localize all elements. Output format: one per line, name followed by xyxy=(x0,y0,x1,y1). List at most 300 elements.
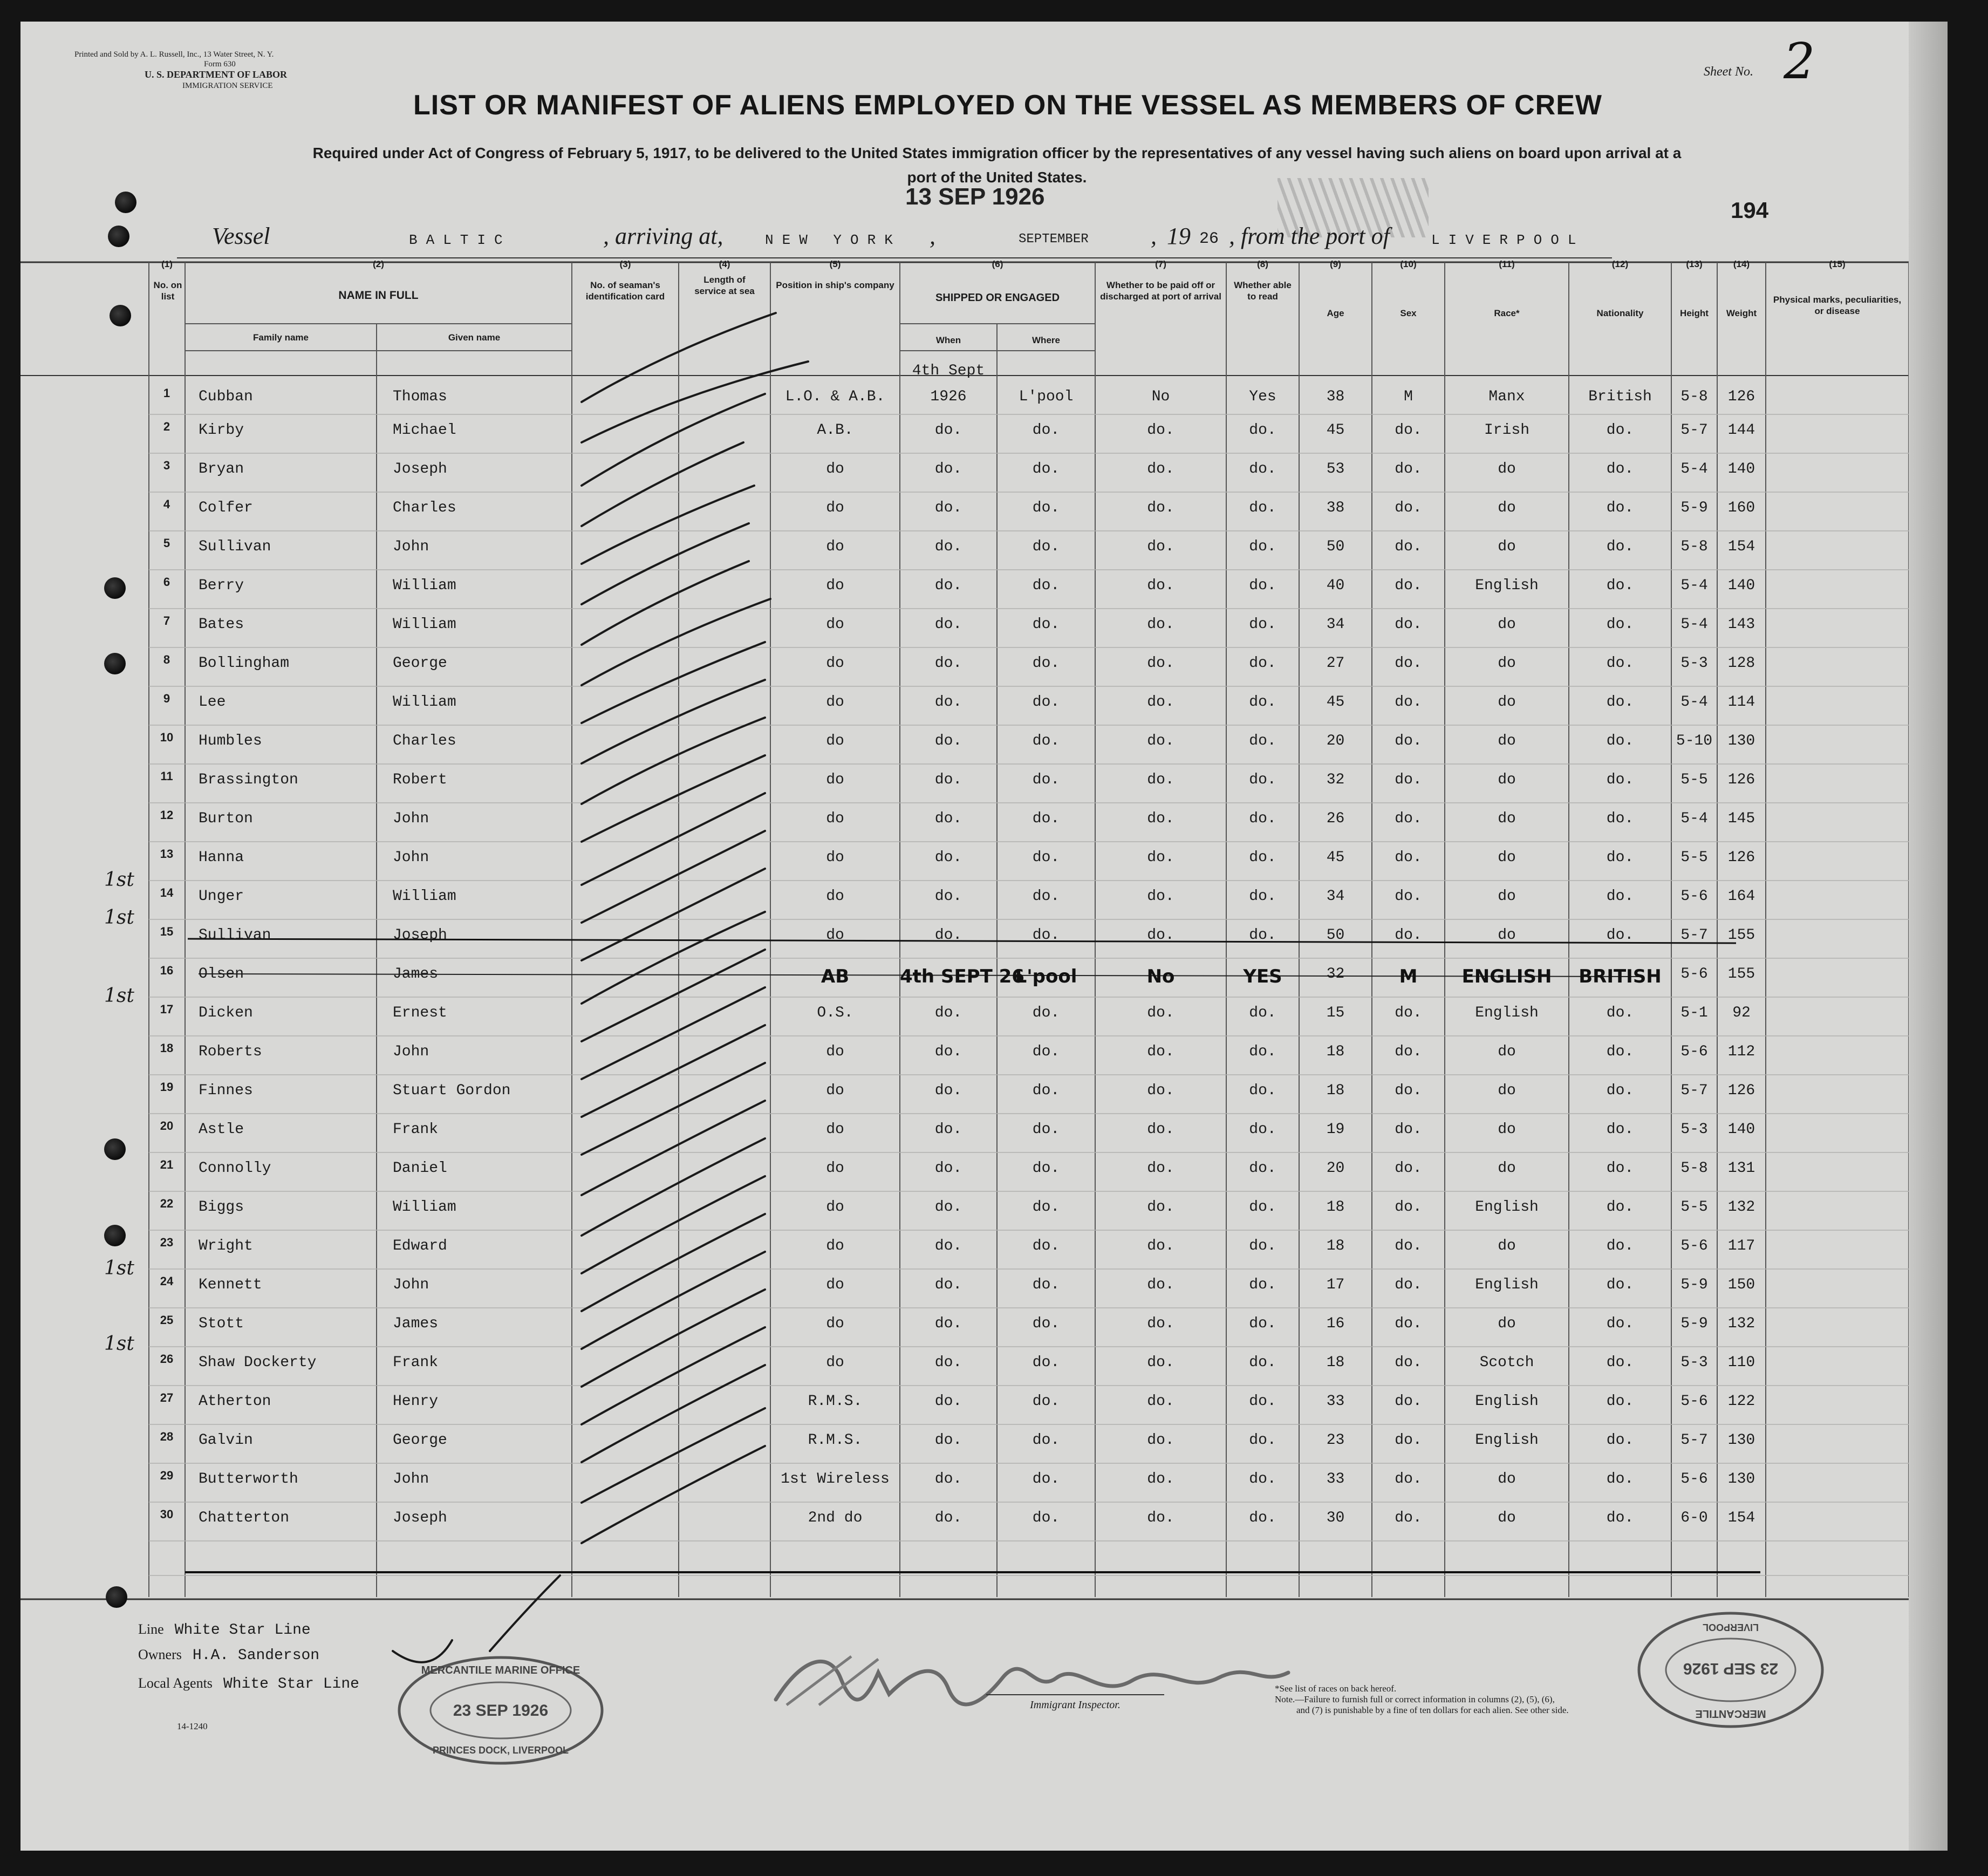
row-weight-cell: 128 xyxy=(1727,655,1755,672)
row-age-cell: 27 xyxy=(1326,655,1345,672)
row-number: 25 xyxy=(160,1313,174,1327)
row-nat-cell: do. xyxy=(1606,1160,1634,1177)
row-height-cell: 5-4 xyxy=(1680,577,1708,594)
row-paid-cell: do. xyxy=(1147,1315,1174,1332)
row-where-cell: do. xyxy=(1032,538,1060,555)
row-family-cell: Olsen xyxy=(199,966,244,983)
row-given-cell: Henry xyxy=(393,1393,439,1410)
row-paid-cell: do. xyxy=(1147,461,1174,477)
punch-hole xyxy=(104,653,126,674)
row-number: 3 xyxy=(163,459,170,472)
row-height-cell: 5-8 xyxy=(1680,538,1708,555)
row-where-cell: do. xyxy=(1032,577,1060,594)
row-sex-cell: do. xyxy=(1395,500,1422,516)
row-weight-cell: 122 xyxy=(1727,1393,1755,1410)
row-paid-cell: do. xyxy=(1147,694,1174,711)
row-family-cell: Berry xyxy=(199,577,244,594)
row-weight-cell: 126 xyxy=(1727,849,1755,866)
row-when-cell: do. xyxy=(934,422,962,439)
row-age-cell: 34 xyxy=(1326,616,1345,633)
row-height-cell: 5-7 xyxy=(1680,1082,1708,1099)
row-number: 23 xyxy=(160,1236,174,1249)
row-family-cell: Lee xyxy=(199,694,226,711)
row-number: 20 xyxy=(160,1119,174,1133)
row-race-cell: do xyxy=(1498,1315,1516,1332)
row-height-cell: 5-6 xyxy=(1680,1238,1708,1254)
stamp-right-top: MERCANTILE xyxy=(1695,1708,1766,1720)
row-where-cell: do. xyxy=(1032,927,1060,944)
row-where-cell: L'pool xyxy=(1015,966,1077,987)
row-nat-cell: do. xyxy=(1606,1315,1634,1332)
footer-owners-label: Owners xyxy=(138,1647,182,1662)
row-read-cell: do. xyxy=(1249,810,1276,827)
page-title: LIST OR MANIFEST OF ALIENS EMPLOYED ON THE VESSEL AS MEMBERS OF CREW xyxy=(413,90,1602,121)
row-number: 19 xyxy=(160,1080,174,1094)
row-height-cell: 5-6 xyxy=(1680,1471,1708,1488)
row-paid-cell: do. xyxy=(1147,810,1174,827)
punch-hole xyxy=(104,1225,126,1246)
row-age-cell: 32 xyxy=(1326,772,1345,788)
row-read-cell: do. xyxy=(1249,849,1276,866)
row-age-cell: 53 xyxy=(1326,461,1345,477)
row-race-cell: do xyxy=(1498,1510,1516,1526)
punch-hole xyxy=(106,1586,127,1608)
row-paid-cell: do. xyxy=(1147,655,1174,672)
row-family-cell: Chatterton xyxy=(199,1510,290,1526)
row-family-cell: Connolly xyxy=(199,1160,271,1177)
col-num-2: (2) xyxy=(373,259,384,269)
row-weight-cell: 164 xyxy=(1727,888,1755,905)
row-weight-cell: 92 xyxy=(1732,1005,1751,1021)
row-height-cell: 5-4 xyxy=(1680,616,1708,633)
row-read-cell: do. xyxy=(1249,1277,1276,1293)
row-position-cell: do xyxy=(826,577,844,594)
row-height-cell: 5-5 xyxy=(1680,1199,1708,1216)
row-read-cell: do. xyxy=(1249,1432,1276,1449)
row-age-cell: 45 xyxy=(1326,849,1345,866)
row-position-cell: do xyxy=(826,655,844,672)
row-family-cell: Dicken xyxy=(199,1005,253,1021)
row-read-cell: do. xyxy=(1249,1393,1276,1410)
row-read-cell: do. xyxy=(1249,1510,1276,1526)
header-position: Position in ship's company xyxy=(776,280,894,290)
row-when-cell: do. xyxy=(934,1238,962,1254)
col-num-13: (13) xyxy=(1686,259,1703,269)
row-paid-cell: do. xyxy=(1147,1238,1174,1254)
arriving-month: SEPTEMBER xyxy=(1019,232,1089,247)
row-race-cell: do xyxy=(1498,500,1516,516)
header-where: Where xyxy=(1032,335,1060,345)
row-when-cell: do. xyxy=(934,1393,962,1410)
row-when-cell: do. xyxy=(934,1354,962,1371)
row-when-cell: do. xyxy=(934,1432,962,1449)
row-position-cell: do xyxy=(826,1160,844,1177)
row-given-cell: William xyxy=(393,616,456,633)
row-nat-cell: do. xyxy=(1606,500,1634,516)
header-shipped: SHIPPED OR ENGAGED xyxy=(935,292,1060,304)
row-sex-cell: do. xyxy=(1395,772,1422,788)
row-sex-cell: do. xyxy=(1395,733,1422,749)
row-race-cell: English xyxy=(1475,1277,1539,1293)
row-race-cell: do xyxy=(1498,1082,1516,1099)
row-age-cell: 18 xyxy=(1326,1238,1345,1254)
row-read-cell: do. xyxy=(1249,1471,1276,1488)
col-num-5: (5) xyxy=(829,259,841,269)
row-position-cell: AB xyxy=(821,966,850,987)
row-where-cell: do. xyxy=(1032,461,1060,477)
row-race-cell: English xyxy=(1475,1005,1539,1021)
row-number: 22 xyxy=(160,1197,174,1210)
header-weight: Weight xyxy=(1726,308,1757,318)
row-number: 15 xyxy=(160,925,174,938)
row-position-cell: do xyxy=(826,927,844,944)
row-height-cell: 6-0 xyxy=(1680,1510,1708,1526)
row-given-cell: Robert xyxy=(393,772,447,788)
row-family-cell: Bates xyxy=(199,616,244,633)
row-when-cell: 1926 xyxy=(930,388,967,405)
row-number: 29 xyxy=(160,1469,174,1482)
row-family-cell: Butterworth xyxy=(199,1471,298,1488)
header-id-card: No. of seaman's identification card xyxy=(585,280,665,302)
row-nat-cell: do. xyxy=(1606,810,1634,827)
row-height-cell: 5-3 xyxy=(1680,1121,1708,1138)
header-age: Age xyxy=(1327,308,1344,318)
row-nat-cell: do. xyxy=(1606,1393,1634,1410)
row-paid-cell: do. xyxy=(1147,1354,1174,1371)
row-where-cell: do. xyxy=(1032,1160,1060,1177)
sheet-number-label: Sheet No. xyxy=(1704,65,1753,79)
row-family-cell: Hanna xyxy=(199,849,244,866)
row-read-cell: do. xyxy=(1249,888,1276,905)
row-family-cell: Shaw Dockerty xyxy=(199,1354,317,1371)
row-number: 30 xyxy=(160,1507,174,1521)
row-when-cell: do. xyxy=(934,888,962,905)
row-when-cell: do. xyxy=(934,694,962,711)
row-paid-cell: do. xyxy=(1147,1510,1174,1526)
row-weight-cell: 132 xyxy=(1727,1315,1755,1332)
row-paid-cell: do. xyxy=(1147,538,1174,555)
row-number: 26 xyxy=(160,1352,174,1366)
col-num-15: (15) xyxy=(1829,259,1846,269)
row-paid-cell: do. xyxy=(1147,1393,1174,1410)
row-weight-cell: 110 xyxy=(1727,1354,1755,1371)
row-given-cell: James xyxy=(393,1315,439,1332)
year-suffix: 26 xyxy=(1199,230,1219,248)
row-weight-cell: 140 xyxy=(1727,1121,1755,1138)
row-number: 24 xyxy=(160,1274,174,1288)
stamp-left-bottom: PRINCES DOCK, LIVERPOOL xyxy=(432,1745,569,1756)
row-where-cell: do. xyxy=(1032,733,1060,749)
row-sex-cell: do. xyxy=(1395,1471,1422,1488)
row-race-cell: do xyxy=(1498,1238,1516,1254)
col-num-12: (12) xyxy=(1611,259,1629,269)
row-height-cell: 5-1 xyxy=(1680,1005,1708,1021)
row-sex-cell: M xyxy=(1399,966,1418,987)
row-height-cell: 5-3 xyxy=(1680,1354,1708,1371)
row-read-cell: do. xyxy=(1249,655,1276,672)
row-weight-cell: 130 xyxy=(1727,1471,1755,1488)
fine-note-line-1: Note.—Failure to furnish full or correct information in columns (2), (5), (6), xyxy=(1275,1694,1555,1704)
row-race-cell: do xyxy=(1498,810,1516,827)
row-when-cell: do. xyxy=(934,1315,962,1332)
row-nat-cell: do. xyxy=(1606,422,1634,439)
row-sex-cell: do. xyxy=(1395,888,1422,905)
row-paid-cell: do. xyxy=(1147,927,1174,944)
row-paid-cell: do. xyxy=(1147,1471,1174,1488)
row-sex-cell: do. xyxy=(1395,694,1422,711)
stamp-right-date: 23 SEP 1926 xyxy=(1683,1660,1779,1677)
row-nat-cell: do. xyxy=(1606,1432,1634,1449)
row-position-cell: do xyxy=(826,849,844,866)
row-age-cell: 38 xyxy=(1326,500,1345,516)
row-sex-cell: do. xyxy=(1395,1043,1422,1060)
row-height-cell: 5-3 xyxy=(1680,655,1708,672)
row-nat-cell: do. xyxy=(1606,1354,1634,1371)
row-sex-cell: do. xyxy=(1395,1432,1422,1449)
row-where-cell: do. xyxy=(1032,1315,1060,1332)
row-position-cell: do xyxy=(826,1082,844,1099)
row-family-cell: Kirby xyxy=(199,422,244,439)
row-sex-cell: do. xyxy=(1395,1005,1422,1021)
row-height-cell: 5-9 xyxy=(1680,1315,1708,1332)
row-paid-cell: do. xyxy=(1147,1199,1174,1216)
row-read-cell: do. xyxy=(1249,422,1276,439)
row-paid-cell: do. xyxy=(1147,1160,1174,1177)
row-position-cell: do xyxy=(826,1238,844,1254)
row-position-cell: do xyxy=(826,888,844,905)
row-given-cell: John xyxy=(393,810,429,827)
header-family-name: Family name xyxy=(253,332,309,343)
row-read-cell: do. xyxy=(1249,733,1276,749)
row-nat-cell: BRITISH xyxy=(1579,966,1662,987)
row-weight-cell: 154 xyxy=(1727,1510,1755,1526)
row-where-cell: do. xyxy=(1032,1393,1060,1410)
footer-owners xyxy=(138,1647,319,1664)
stamp-right-bottom: LIVERPOOL xyxy=(1702,1622,1759,1633)
row-nat-cell: do. xyxy=(1606,1510,1634,1526)
footer-line-label: Line xyxy=(138,1621,164,1637)
row-sex-cell: do. xyxy=(1395,1160,1422,1177)
row-given-cell: George xyxy=(393,655,447,672)
row-weight-cell: 140 xyxy=(1727,461,1755,477)
row-read-cell: do. xyxy=(1249,772,1276,788)
col-num-10: (10) xyxy=(1400,259,1417,269)
row-when-cell: do. xyxy=(934,1082,962,1099)
inspector-label: Immigrant Inspector. xyxy=(1030,1699,1121,1711)
row-given-cell: Joseph xyxy=(393,927,447,944)
row-where-cell: do. xyxy=(1032,422,1060,439)
row-age-cell: 40 xyxy=(1326,577,1345,594)
row-number: 28 xyxy=(160,1430,174,1443)
row-when-cell: do. xyxy=(934,1160,962,1177)
row-where-cell: do. xyxy=(1032,1238,1060,1254)
row-given-cell: Joseph xyxy=(393,1510,447,1526)
row-weight-cell: 131 xyxy=(1727,1160,1755,1177)
row-given-cell: John xyxy=(393,538,429,555)
vessel-name: BALTIC xyxy=(409,232,511,248)
row-age-cell: 18 xyxy=(1326,1043,1345,1060)
row-paid-cell: do. xyxy=(1147,772,1174,788)
row-given-cell: John xyxy=(393,1471,429,1488)
header-paid-off: Whether to be paid off or discharged at port of arrival xyxy=(1100,280,1221,302)
row-height-cell: 5-6 xyxy=(1680,888,1708,905)
row-read-cell: do. xyxy=(1249,1005,1276,1021)
row-sex-cell: do. xyxy=(1395,1315,1422,1332)
row-number: 2 xyxy=(163,420,170,433)
row-nat-cell: do. xyxy=(1606,1121,1634,1138)
row-family-cell: Kennett xyxy=(199,1277,262,1293)
row-nat-cell: do. xyxy=(1606,927,1634,944)
row-family-cell: Stott xyxy=(199,1315,244,1332)
row-position-cell: 2nd do xyxy=(808,1510,863,1526)
row-given-cell: Frank xyxy=(393,1121,439,1138)
row-paid-cell: do. xyxy=(1147,500,1174,516)
row-read-cell: do. xyxy=(1249,1043,1276,1060)
arriving-label: , arriving at, xyxy=(603,223,723,249)
row-height-cell: 5-4 xyxy=(1680,694,1708,711)
row-paid-cell: do. xyxy=(1147,422,1174,439)
footer-agents xyxy=(138,1675,359,1693)
row-race-cell: do xyxy=(1498,461,1516,477)
row-paid-cell: do. xyxy=(1147,849,1174,866)
from-port: LIVERPOOL xyxy=(1431,232,1585,248)
row-when-cell: do. xyxy=(934,655,962,672)
row-paid-cell: No xyxy=(1146,966,1175,987)
row-when-cell: do. xyxy=(934,461,962,477)
header-race: Race* xyxy=(1494,308,1520,318)
row-position-cell: A.B. xyxy=(817,422,853,439)
row-age-cell: 19 xyxy=(1326,1121,1345,1138)
imprint-form: Form 630 xyxy=(204,60,236,69)
row-paid-cell: do. xyxy=(1147,1082,1174,1099)
row-read-cell: Yes xyxy=(1249,388,1276,405)
row-given-cell: William xyxy=(393,1199,456,1216)
row-read-cell: do. xyxy=(1249,1121,1276,1138)
comma-separator-2: , xyxy=(1151,223,1157,249)
row-position-cell: do xyxy=(826,461,844,477)
punch-hole xyxy=(104,577,126,599)
row-nat-cell: do. xyxy=(1606,616,1634,633)
row-age-cell: 50 xyxy=(1326,538,1345,555)
row-paid-cell: do. xyxy=(1147,1432,1174,1449)
row-number: 13 xyxy=(160,847,174,861)
row-height-cell: 5-10 xyxy=(1676,733,1713,749)
col-num-9: (9) xyxy=(1330,259,1341,269)
row-nat-cell: do. xyxy=(1606,461,1634,477)
col-num-4: (4) xyxy=(719,259,730,269)
row-weight-cell: 126 xyxy=(1727,388,1755,405)
row-sex-cell: do. xyxy=(1395,1354,1422,1371)
row-paid-cell: do. xyxy=(1147,1121,1174,1138)
row-weight-cell: 140 xyxy=(1727,577,1755,594)
row-given-cell: John xyxy=(393,1043,429,1060)
manifest-sheet xyxy=(21,22,1948,1851)
form-small-number: 14-1240 xyxy=(177,1721,208,1731)
row-nat-cell: do. xyxy=(1606,733,1634,749)
row-weight-cell: 155 xyxy=(1727,927,1755,944)
row-family-cell: Wright xyxy=(199,1238,253,1254)
row-nat-cell: do. xyxy=(1606,694,1634,711)
row-number: 21 xyxy=(160,1158,174,1171)
row-family-cell: Brassington xyxy=(199,772,298,788)
row-sex-cell: do. xyxy=(1395,849,1422,866)
footer-line-value: White Star Line xyxy=(174,1622,311,1639)
row-age-cell: 23 xyxy=(1326,1432,1345,1449)
row-when-cell: do. xyxy=(934,538,962,555)
row-weight-cell: 150 xyxy=(1727,1277,1755,1293)
row-nat-cell: do. xyxy=(1606,577,1634,594)
row-weight-cell: 112 xyxy=(1727,1043,1755,1060)
row-position-cell: do xyxy=(826,500,844,516)
row-when-cell: do. xyxy=(934,927,962,944)
row-given-cell: Daniel xyxy=(393,1160,447,1177)
row-when-cell: do. xyxy=(934,810,962,827)
row-where-cell: do. xyxy=(1032,616,1060,633)
row-race-cell: do xyxy=(1498,772,1516,788)
row-nat-cell: do. xyxy=(1606,538,1634,555)
row-race-cell: do xyxy=(1498,1121,1516,1138)
row-sex-cell: do. xyxy=(1395,422,1422,439)
row-family-cell: Humbles xyxy=(199,733,262,749)
row-where-cell: do. xyxy=(1032,1471,1060,1488)
row-number: 10 xyxy=(160,731,174,744)
comma-separator: , xyxy=(930,223,935,249)
row-nat-cell: do. xyxy=(1606,1043,1634,1060)
col-num-3: (3) xyxy=(619,259,631,269)
row-height-cell: 5-9 xyxy=(1680,1277,1708,1293)
row-race-cell: Irish xyxy=(1484,422,1529,439)
row-paid-cell: do. xyxy=(1147,1005,1174,1021)
mercantile-stamp-right xyxy=(1628,1602,1833,1737)
row-read-cell: do. xyxy=(1249,1238,1276,1254)
header-sex: Sex xyxy=(1400,308,1417,318)
footer-line xyxy=(138,1621,311,1639)
subtitle-line-1: Required under Act of Congress of February 5, 1917, to be delivered to the United States immigration officer by the representatives of any vessel having such aliens on board upon arrival at a xyxy=(312,145,1682,161)
row-position-cell: do xyxy=(826,772,844,788)
stamp-left-date: 23 SEP 1926 xyxy=(453,1702,549,1720)
row-when-cell: do. xyxy=(934,1121,962,1138)
row-where-cell: do. xyxy=(1032,694,1060,711)
row-weight-cell: 132 xyxy=(1727,1199,1755,1216)
row-age-cell: 26 xyxy=(1326,810,1345,827)
row-race-cell: do xyxy=(1498,538,1516,555)
row-read-cell: do. xyxy=(1249,538,1276,555)
row-age-cell: 45 xyxy=(1326,694,1345,711)
row-nat-cell: do. xyxy=(1606,772,1634,788)
row-height-cell: 5-4 xyxy=(1680,810,1708,827)
margin-note-row23: 1st xyxy=(104,1257,134,1279)
punch-hole xyxy=(108,226,129,247)
row-position-cell: 1st Wireless xyxy=(781,1471,890,1488)
year-prefix: 19 xyxy=(1167,223,1191,249)
row-family-cell: Finnes xyxy=(199,1082,253,1099)
row-age-cell: 17 xyxy=(1326,1277,1345,1293)
row-where-cell: do. xyxy=(1032,1354,1060,1371)
col-num-8: (8) xyxy=(1257,259,1268,269)
row-race-cell: Manx xyxy=(1488,388,1525,405)
row-where-cell: do. xyxy=(1032,888,1060,905)
row-paid-cell: No xyxy=(1151,388,1170,405)
row-age-cell: 33 xyxy=(1326,1393,1345,1410)
row-where-cell: L'pool xyxy=(1019,388,1074,405)
row-paid-cell: do. xyxy=(1147,1277,1174,1293)
row-weight-cell: 126 xyxy=(1727,1082,1755,1099)
row-when-cell: do. xyxy=(934,733,962,749)
row-height-cell: 5-7 xyxy=(1680,927,1708,944)
margin-note-row14: 1st xyxy=(104,906,134,929)
row-where-cell: do. xyxy=(1032,655,1060,672)
row-when-cell: do. xyxy=(934,1471,962,1488)
